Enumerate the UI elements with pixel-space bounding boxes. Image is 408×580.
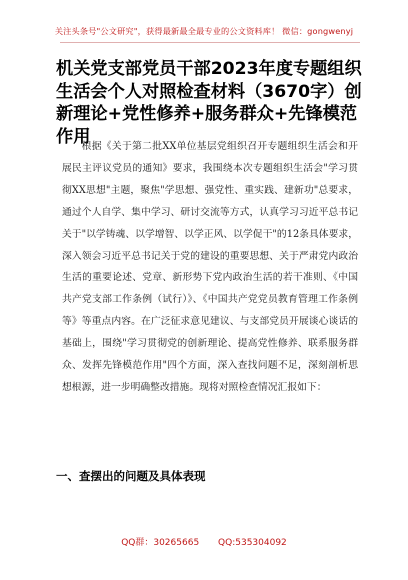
footer-qq: QQ:535304092 — [218, 538, 287, 548]
footer-qq-group: QQ群：30265665 — [121, 538, 200, 548]
section-heading: 一、查摆出的问题及具体表现 — [56, 469, 206, 483]
header-divider — [60, 42, 360, 43]
intro-paragraph: 根据《关于第二批XX单位基层党组织召开专题组织生活会和开展民主评议党员的通知》要求，我围绕本次专题组织生活会"学习贯彻XX思想"主题，聚焦"学思想、强党性、重实践、建新功"总要求，通过个人自学、集中学习、研讨交流等方式，认真学习习近平总书记关于"以学铸魂、以学增智、以学正风、以学促干"的12条具体要求，深入领会习近平总书记关于党的建设的重要思想、关于严肃党内政治生活的重要论述、党章、新形势下党内政治生活的若干准则、《中国共产党支部工作条例（试行）》、《中国共产党党员教育管理工作条例等》等重点内容。在广泛征求意见建议、与支部党员开展谈心谈话的基础上，围绕"学习贯彻党的创新理论、提高党性修养、联系服务群众、发挥先锋模范作用"四个方面，深入查找问题不足，深刻剖析思想根源，进一步明确整改措施。现将对照检查情况汇报如下： — [62, 141, 358, 393]
footer — [0, 535, 408, 548]
header-banner: 关注头条号"公文研究"，获得最新最全最专业的公文资料库！ 微信：gongwenyj — [54, 26, 354, 36]
document-title: 机关党支部党员干部2023年度专题组织生活会个人对照检查材料（3670字）创新理论+党性修养+服务群众+先锋模范作用 — [56, 59, 362, 147]
